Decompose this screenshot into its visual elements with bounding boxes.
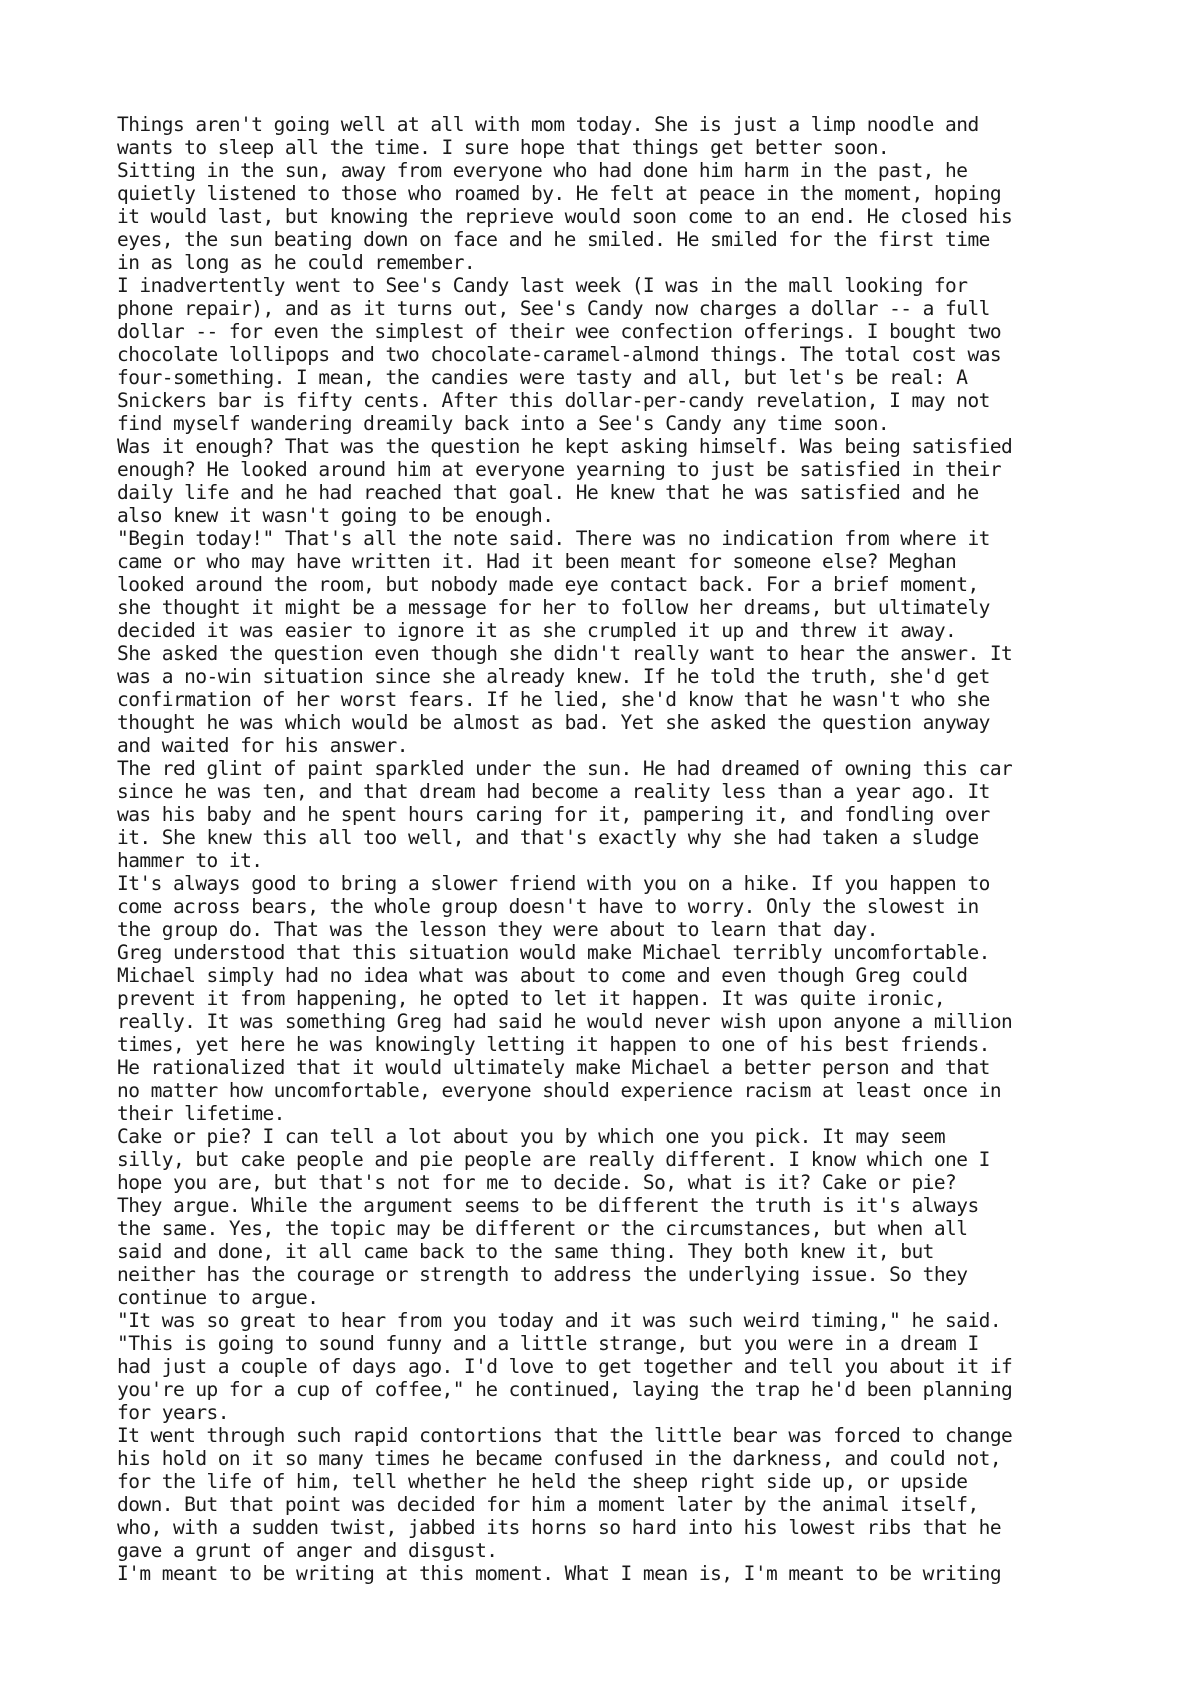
text-line: He rationalized that it would ultimately make Michael a better person and that	[117, 1056, 990, 1079]
text-line: decided it was easier to ignore it as she crumpled it up and threw it away.	[117, 619, 957, 642]
text-line: the group do. That was the lesson they were about to learn that day.	[117, 918, 878, 941]
text-line: down. But that point was decided for him a moment later by the animal itself,	[117, 1493, 979, 1516]
text-line: They argue. While the argument seems to be different the truth is it's always	[117, 1194, 979, 1217]
text-line: you're up for a cup of coffee," he continued, laying the trap he'd been planning	[117, 1378, 1013, 1401]
text-line: enough? He looked around him at everyone yearning to just be satisfied in their	[117, 458, 1002, 481]
text-line: it would last, but knowing the reprieve would soon come to an end. He closed his	[117, 205, 1013, 228]
text-line: phone repair), and as it turns out, See's Candy now charges a dollar -- a full	[117, 297, 990, 320]
text-line: in as long as he could remember.	[117, 251, 476, 274]
text-line: said and done, it all came back to the same thing. They both knew it, but	[117, 1240, 934, 1263]
text-line: Cake or pie? I can tell a lot about you by which one you pick. It may seem	[117, 1125, 946, 1148]
text-line: looked around the room, but nobody made eye contact back. For a brief moment,	[117, 573, 979, 596]
text-line: chocolate lollipops and two chocolate-caramel-almond things. The total cost was	[117, 343, 1002, 366]
text-line: quietly listened to those who roamed by. He felt at peace in the moment, hoping	[117, 182, 1002, 205]
text-line: find myself wandering dreamily back into a See's Candy any time soon.	[117, 412, 890, 435]
text-line: silly, but cake people and pie people are really different. I know which one I	[117, 1148, 990, 1171]
text-line: It went through such rapid contortions that the little bear was forced to change	[117, 1424, 1013, 1447]
text-line: for years.	[117, 1401, 229, 1424]
text-line: their lifetime.	[117, 1102, 285, 1125]
text-line: his hold on it so many times he became confused in the darkness, and could not,	[117, 1447, 1002, 1470]
text-line: eyes, the sun beating down on face and he smiled. He smiled for the first time	[117, 228, 990, 251]
text-line: times, yet here he was knowingly letting it happen to one of his best friends.	[117, 1033, 990, 1056]
text-line: She asked the question even though she didn't really want to hear the answer. It	[117, 642, 1013, 665]
document-body	[117, 113, 1117, 1585]
text-line: daily life and he had reached that goal. He knew that he was satisfied and he	[117, 481, 979, 504]
text-line: was his baby and he spent hours caring for it, pampering it, and fondling over	[117, 803, 990, 826]
text-line: no matter how uncomfortable, everyone should experience racism at least once in	[117, 1079, 1002, 1102]
text-line: she thought it might be a message for her to follow her dreams, but ultimately	[117, 596, 990, 619]
text-line: Was it enough? That was the question he kept asking himself. Was being satisfied	[117, 435, 1013, 458]
text-line: Michael simply had no idea what was about to come and even though Greg could	[117, 964, 968, 987]
text-line: come across bears, the whole group doesn't have to worry. Only the slowest in	[117, 895, 979, 918]
text-line: it. She knew this all too well, and that's exactly why she had taken a sludge	[117, 826, 979, 849]
text-line: wants to sleep all the time. I sure hope that things get better soon.	[117, 136, 890, 159]
text-line: also knew it wasn't going to be enough.	[117, 504, 554, 527]
text-line: Sitting in the sun, away from everyone who had done him harm in the past, he	[117, 159, 968, 182]
text-line: four-something. I mean, the candies were tasty and all, but let's be real: A	[117, 366, 968, 389]
text-line: was a no-win situation since she already knew. If he told the truth, she'd get	[117, 665, 990, 688]
text-line: since he was ten, and that dream had become a reality less than a year ago. It	[117, 780, 990, 803]
text-line: the same. Yes, the topic may be different or the circumstances, but when all	[117, 1217, 968, 1240]
text-line: hope you are, but that's not for me to decide. So, what is it? Cake or pie?	[117, 1171, 957, 1194]
text-line: neither has the courage or strength to address the underlying issue. So they	[117, 1263, 968, 1286]
text-line: "Begin today!" That's all the note said. There was no indication from where it	[117, 527, 990, 550]
text-line: It's always good to bring a slower friend with you on a hike. If you happen to	[117, 872, 990, 895]
text-line: I inadvertently went to See's Candy last week (I was in the mall looking for	[117, 274, 968, 297]
text-line: who, with a sudden twist, jabbed its horns so hard into his lowest ribs that he	[117, 1516, 1002, 1539]
text-line: thought he was which would be almost as bad. Yet she asked the question anyway	[117, 711, 990, 734]
text-line: dollar -- for even the simplest of their wee confection offerings. I bought two	[117, 320, 1002, 343]
text-line: "It was so great to hear from you today and it was such weird timing," he said.	[117, 1309, 1002, 1332]
text-line: continue to argue.	[117, 1286, 319, 1309]
text-line: prevent it from happening, he opted to let it happen. It was quite ironic,	[117, 987, 946, 1010]
text-line: "This is going to sound funny and a little strange, but you were in a dream I	[117, 1332, 979, 1355]
text-line: had just a couple of days ago. I'd love to get together and tell you about it if	[117, 1355, 1013, 1378]
text-line: Things aren't going well at all with mom today. She is just a limp noodle and	[117, 113, 979, 136]
text-line: gave a grunt of anger and disgust.	[117, 1539, 498, 1562]
text-line: confirmation of her worst fears. If he lied, she'd know that he wasn't who she	[117, 688, 990, 711]
text-line: Snickers bar is fifty cents. After this dollar-per-candy revelation, I may not	[117, 389, 990, 412]
text-line: Greg understood that this situation would make Michael terribly uncomfortable.	[117, 941, 990, 964]
text-line: came or who may have written it. Had it been meant for someone else? Meghan	[117, 550, 957, 573]
text-line: The red glint of paint sparkled under the sun. He had dreamed of owning this car	[117, 757, 1013, 780]
text-line: for the life of him, tell whether he held the sheep right side up, or upside	[117, 1470, 968, 1493]
text-line: really. It was something Greg had said he would never wish upon anyone a million	[117, 1010, 1013, 1033]
text-line: hammer to it.	[117, 849, 263, 872]
text-line: I'm meant to be writing at this moment. What I mean is, I'm meant to be writing	[117, 1562, 1002, 1585]
text-line: and waited for his answer.	[117, 734, 408, 757]
